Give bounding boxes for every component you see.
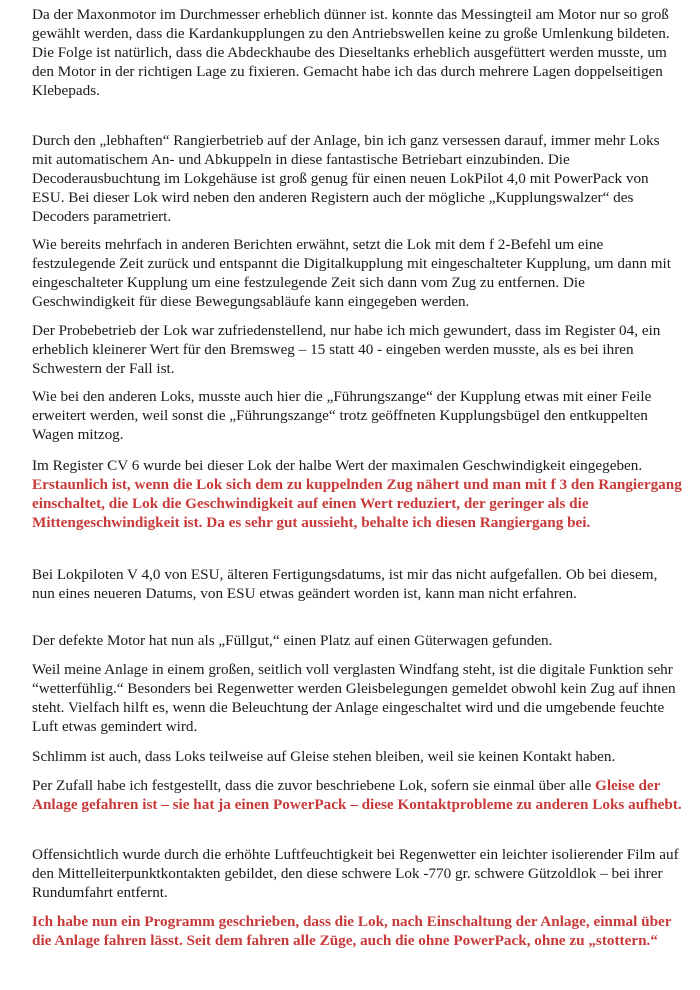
highlighted-text: Erstaunlich ist, wenn die Lok sich dem zu kuppelnden Zug nähert und man mit f 3 den Rangiergang einschaltet, die Lok die Geschwindigkeit auf einen Wert reduziert, der geringer als die Mittengeschwindigkeit ist. Da es sehr gut aussieht, behalte ich diesen Rangiergang bei. <box>32 476 682 531</box>
paragraph-text: Der Probebetrieb der Lok war zufriedenstellend, nur habe ich mich gewundert, dass im Register 04, ein erheblich kleinerer Wert für den Bremsweg – 15 statt 40 - eingeben werden musste, als es bei ihren Schwestern der Fall ist. <box>32 322 661 377</box>
paragraph-wetterfuehlig <box>32 660 682 736</box>
paragraph-text: Durch den „lebhaften“ Rangierbetrieb auf der Anlage, bin ich ganz versessen darauf, immer mehr Loks mit automatischem An- und Abkuppeln in diese fantastische Betriebart einzubinden. Die Decoderausbuchtung im Lokgehäuse ist groß genug für einen neuen LokPilot 4,0 mit PowerPack von ESU. Bei dieser Lok wird neben den anderen Registern auch der mögliche „Kupplungswalzer“ des Decoders parametriert. <box>32 132 660 225</box>
paragraph-text: Bei Lokpiloten V 4,0 von ESU, älteren Fertigungsdatums, ist mir das nicht aufgefallen. Ob bei diesem, nun eines neueren Datums, von ESU etwas geändert worden ist, kann man nicht erfahren. <box>32 566 658 602</box>
highlighted-text: Gleise der Anlage gefahren ist – sie hat ja einen PowerPack – diese Kontaktprobleme zu anderen Loks aufhebt. <box>32 777 682 813</box>
paragraph-motor-mount <box>32 5 682 100</box>
paragraph-register-cv6 <box>32 456 682 532</box>
paragraph-text: Da der Maxonmotor im Durchmesser erheblich dünner ist. konnte das Messingteil am Motor nur so groß gewählt werden, dass die Kardankupplungen zu den Antriebswellen keine zu große Umlenkung bildeten. Die Folge ist natürlich, dass die Abdeckhaube des Dieseltanks erheblich ausgefüttert werden musste, um den Motor in der richtigen Lage zu fixieren. Gemacht habe ich das durch mehrere Lagen doppelseitigen Klebepads. <box>32 6 670 99</box>
paragraph-f2-befehl <box>32 235 682 311</box>
paragraph-text: Weil meine Anlage in einem großen, seitlich voll verglasten Windfang steht, ist die digitale Funktion sehr “wetterfühlig.“ Besonders bei Regenwetter werden Gleisbelegungen gemeldet obwohl kein Zug auf ihnen steht. Vielfach hilft es, wenn die Beleuchtung der Anlage eingeschaltet wird und die umgebende feuchte Luft etwas gemindert wird. <box>32 661 676 735</box>
paragraph-text: Im Register CV 6 wurde bei dieser Lok der halbe Wert der maximalen Geschwindigkeit eingegeben. <box>32 457 643 474</box>
paragraph-defekter-motor <box>32 631 682 650</box>
paragraph-lokpiloten <box>32 565 682 603</box>
paragraph-probebetrieb <box>32 321 682 378</box>
paragraph-programm <box>32 912 682 950</box>
paragraph-text: Per Zufall habe ich festgestellt, dass die zuvor beschriebene Lok, sofern sie einmal über alle <box>32 777 592 794</box>
paragraph-text: Der defekte Motor hat nun als „Füllgut,“ einen Platz auf einen Güterwagen gefunden. <box>32 632 553 649</box>
paragraph-text: Wie bei den anderen Loks, musste auch hier die „Führungszange“ der Kupplung etwas mit einer Feile erweitert werden, weil sonst die „Führungszange“ trotz geöffneten Kupplungsbügel den entkuppelten Wagen mitzog. <box>32 388 652 443</box>
paragraph-kontakt <box>32 747 682 766</box>
highlighted-text: Ich habe nun ein Programm geschrieben, dass die Lok, nach Einschaltung der Anlage, einmal über die Anlage fahren lässt. Seit dem fahren alle Züge, auch die ohne PowerPack, ohne zu „stottern.“ <box>32 913 672 949</box>
paragraph-luftfeuchtigkeit <box>32 845 682 902</box>
paragraph-text: Offensichtlich wurde durch die erhöhte Luftfeuchtigkeit bei Regenwetter ein leichter isolierender Film auf den Mittelleiterpunktkontakten gebildet, den diese schwere Lok -770 gr. schwere Gützoldlok – bei ihrer Rundumfahrt entfernt. <box>32 846 679 901</box>
paragraph-text: Schlimm ist auch, dass Loks teilweise auf Gleise stehen bleiben, weil sie keinen Kontakt haben. <box>32 748 616 765</box>
paragraph-rangierbetrieb <box>32 131 682 226</box>
paragraph-per-zufall <box>32 776 682 814</box>
paragraph-text: Wie bereits mehrfach in anderen Berichten erwähnt, setzt die Lok mit dem f 2-Befehl um eine festzulegende Zeit zurück und entspannt die Digitalkupplung mit eingeschalteter Kupplung, um dann mit eingeschalteter Kupplung um eine festzulegende Zeit sich dann vom Zug zu entfernen. Die Geschwindigkeit für diese Bewegungsabläufe kann eingegeben werden. <box>32 236 671 310</box>
paragraph-fuehrungszange <box>32 387 682 444</box>
